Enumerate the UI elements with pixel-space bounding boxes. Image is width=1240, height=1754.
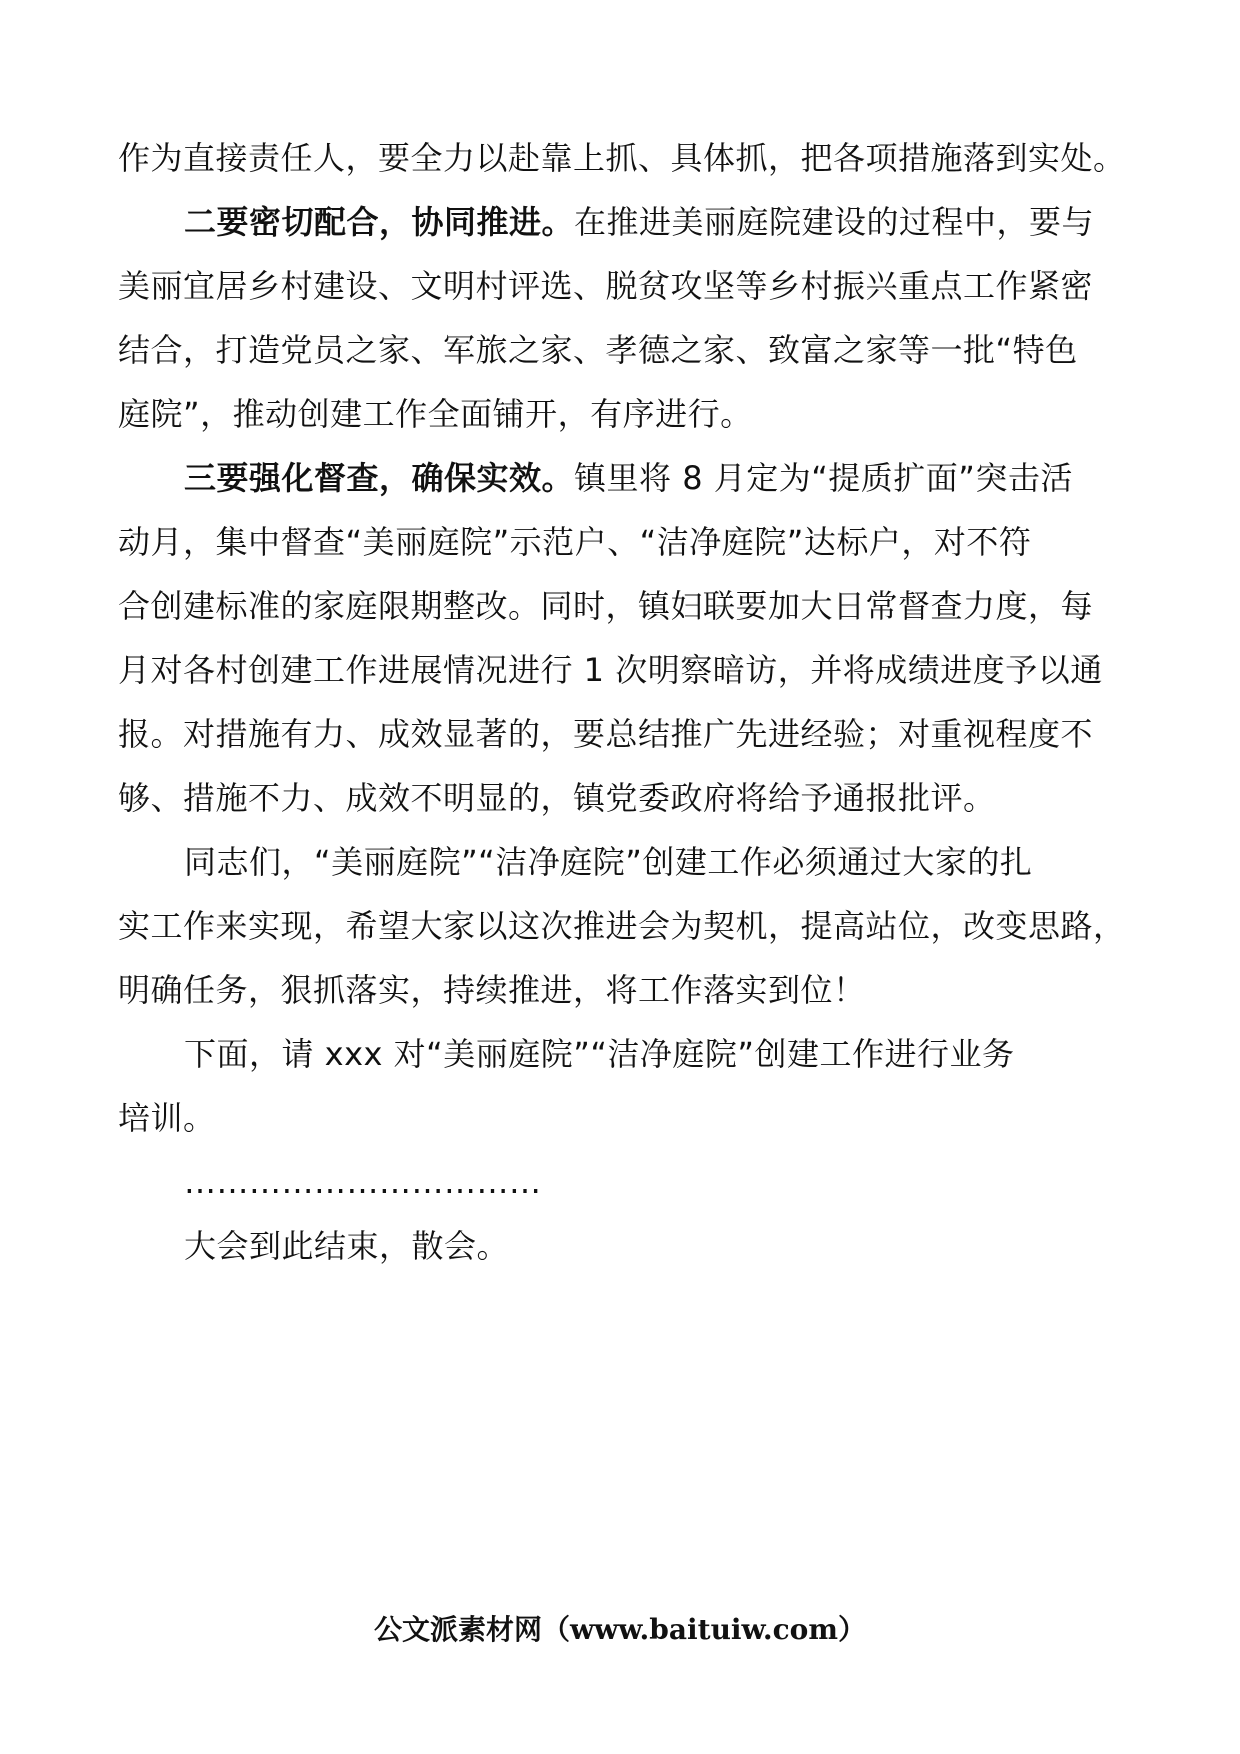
text-line: 作为直接责任人，要全力以赴靠上抓、具体抓，把各项措施落到实处。 [118,139,1126,177]
closing-line: 大会到此结束，散会。 [184,1227,510,1265]
bold-lead-phrase: 二要密切配合，协同推进。 [184,203,575,241]
paragraph-3-heading-line: 三要强化督查，确保实效。镇里将 8 月定为“提质扩面”突击活 [184,459,1073,497]
text-line: 庭院”，推动创建工作全面铺开，有序进行。 [118,395,753,433]
text-line: 结合，打造党员之家、军旅之家、孝德之家、致富之家等一批“特色 [118,331,1078,369]
bold-lead-phrase: 三要强化督查，确保实效。 [184,459,575,497]
document-body [118,126,1142,1278]
text-line: 实工作来实现，希望大家以这次推进会为契机，提高站位，改变思路， [118,907,1126,945]
text-line: 报。对措施有力、成效显著的，要总结推广先进经验；对重视程度不 [118,715,1094,753]
footer-watermark: 公文派素材网（www.baituiw.com） [374,1613,866,1646]
text-line: 月对各村创建工作进展情况进行 1 次明察暗访，并将成绩进度予以通 [118,651,1103,689]
text-line: 够、措施不力、成效不明显的，镇党委政府将给予通报批评。 [118,779,996,817]
text-line: 培训。 [118,1099,216,1137]
text-line: 明确任务，狠抓落实，持续推进，将工作落实到位！ [118,971,866,1009]
text-line: 合创建标准的家庭限期整改。同时，镇妇联要加大日常督查力度，每 [118,587,1094,625]
text-line: 动月，集中督查“美丽庭院”示范户、“洁净庭院”达标户，对不符 [118,523,1032,561]
text-line: 同志们，“美丽庭院”“洁净庭院”创建工作必须通过大家的扎 [184,843,1033,881]
paragraph-2-heading-line: 二要密切配合，协同推进。在推进美丽庭院建设的过程中，要与 [184,203,1095,241]
ellipsis-line: …………………………… [184,1163,542,1201]
text-line: 下面，请 xxx 对“美丽庭院”“洁净庭院”创建工作进行业务 [184,1035,1015,1073]
text-line: 美丽宜居乡村建设、文明村评选、脱贫攻坚等乡村振兴重点工作紧密 [118,267,1094,305]
